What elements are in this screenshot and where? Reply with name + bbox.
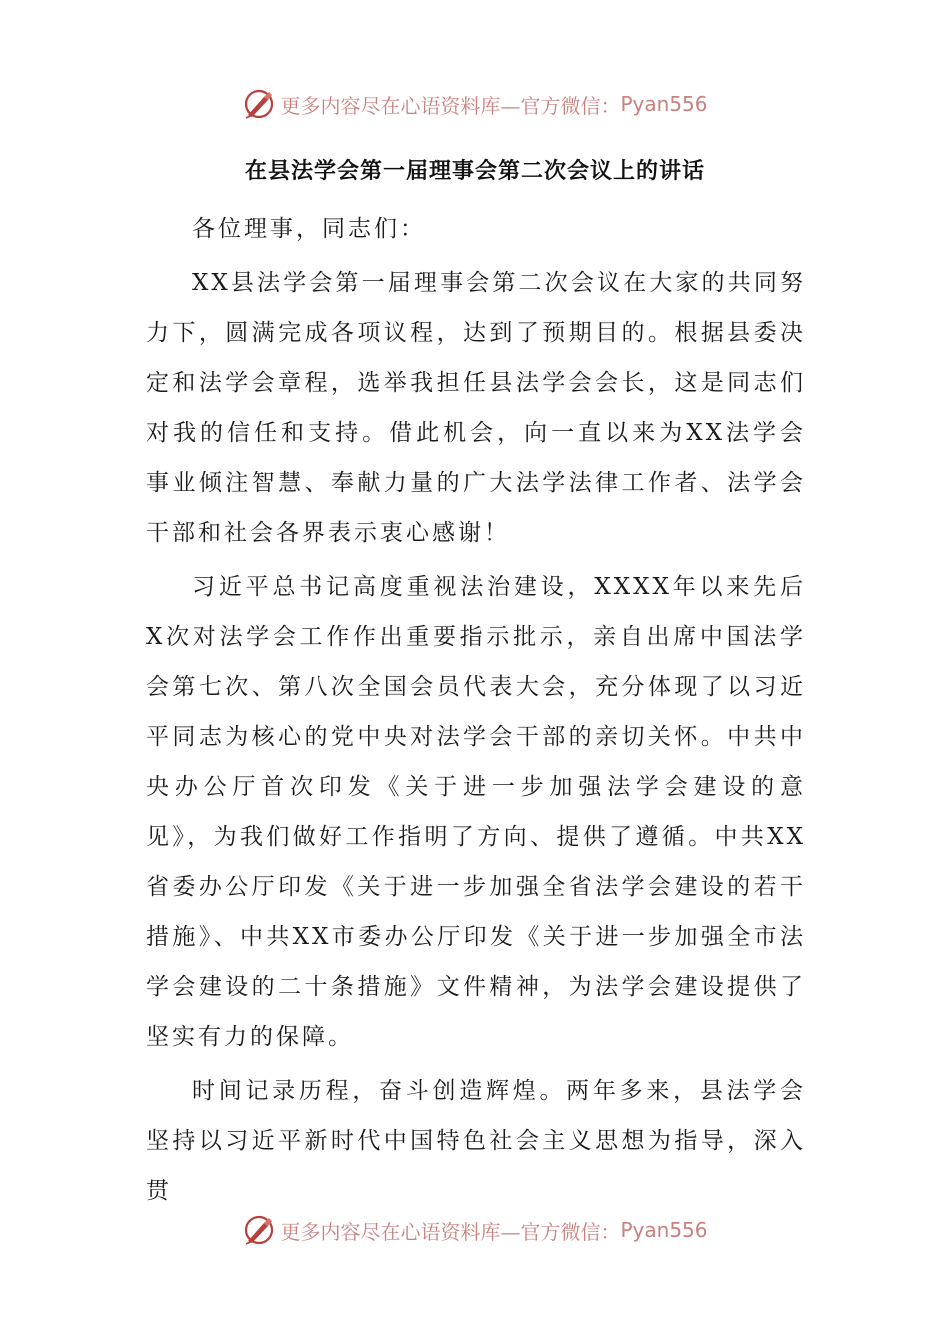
document-body [146,204,806,1216]
paragraph-2: 习近平总书记高度重视法治建设，XXXX年以来先后X次对法学会工作作出重要指示批示，亲自出席中国法学会第七次、第八次全国会员代表大会，充分体现了以习近平同志为核心的党中央对法学会干部的亲切关怀。中共中央办公厅首次印发《关于进一步加强法学会建设的意见》，为我们做好工作指明了方向、提供了遵循。中共XX省委办公厅印发《关于进一步加强全省法学会建设的若干措施》、中共XX市委办公厅印发《关于进一步加强全市法学会建设的二十条措施》文件精神，为法学会建设提供了坚实有力的保障。 [146,574,806,1050]
document-title: 在县法学会第一届理事会第二次会议上的讲话 [244,158,705,184]
pen-logo-icon [242,1213,276,1247]
watermark-text: 更多内容尽在心语资料库—官方微信： [280,1219,621,1244]
watermark-handle: Pyan556 [620,1218,708,1242]
watermark-banner-top [0,84,950,124]
salutation: 各位理事，同志们： [192,216,426,242]
paragraph-3: 时间记录历程，奋斗创造辉煌。两年多来，县法学会坚持以习近平新时代中国特色社会主义思想为指导，深入贯 [146,1078,806,1204]
watermark-text: 更多内容尽在心语资料库—官方微信： [280,93,621,118]
pen-logo-icon [242,87,276,121]
watermark-handle: Pyan556 [620,92,708,116]
paragraph-1: XX县法学会第一届理事会第二次会议在大家的共同努力下，圆满完成各项议程，达到了预期目的。根据县委决定和法学会章程，选举我担任县法学会会长，这是同志们对我的信任和支持。借此机会，向一直以来为XX法学会事业倾注智慧、奉献力量的广大法学法律工作者、法学会干部和社会各界表示衷心感谢！ [146,270,806,546]
watermark-banner-bottom [0,1210,950,1250]
